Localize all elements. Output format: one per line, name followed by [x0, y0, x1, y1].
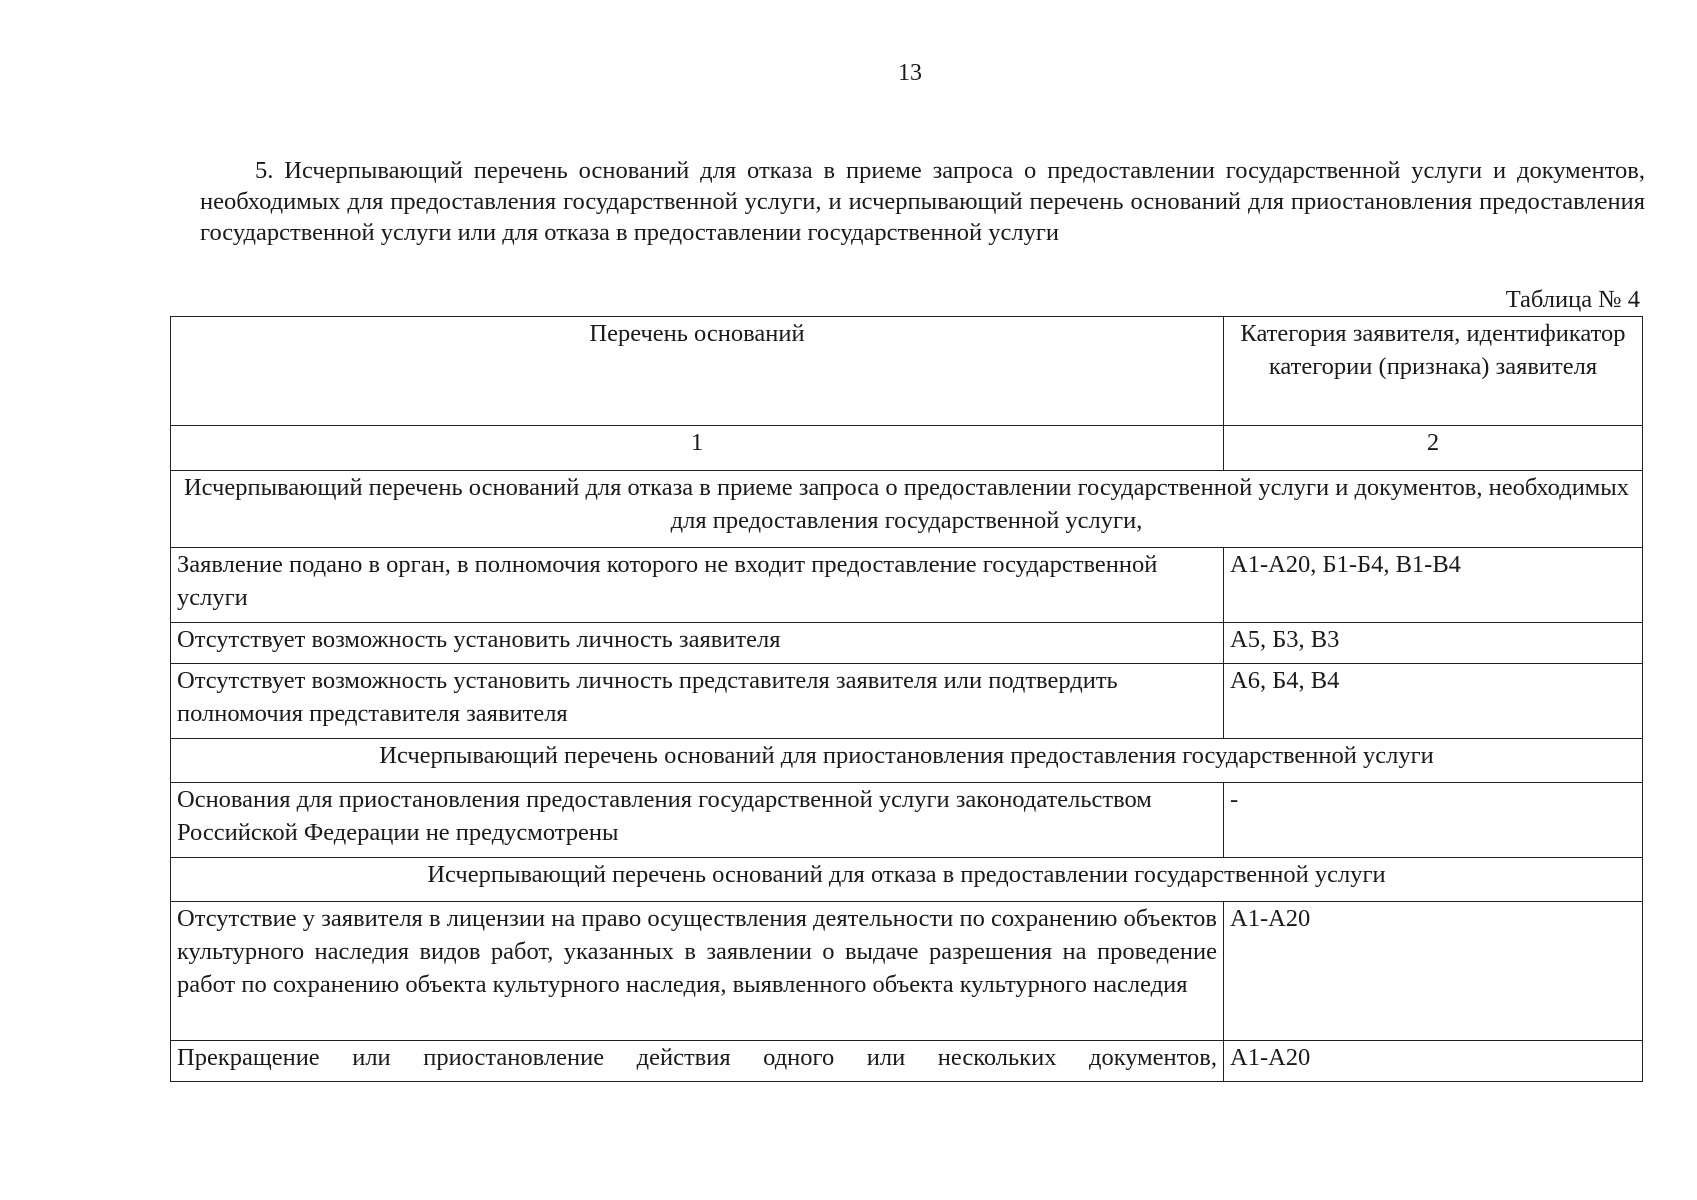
section-title: Исчерпывающий перечень оснований для приостановления предоставления государственной услуги	[171, 739, 1643, 783]
reason-cell: Заявление подано в орган, в полномочия которого не входит предоставление государственной услуги	[171, 548, 1224, 623]
header-cell-reasons: Перечень оснований	[171, 317, 1224, 426]
column-number-row	[171, 426, 1643, 471]
table-row	[171, 623, 1643, 664]
section-title: Исчерпывающий перечень оснований для отказа в приеме запроса о предоставлении государственной услуги и документов, необходимых для предоставления государственной услуги,	[171, 471, 1643, 548]
reason-cell: Отсутствие у заявителя в лицензии на право осуществления деятельности по сохранению объектов культурного наследия видов работ, указанных в заявлении о выдаче разрешения на проведение работ по сохранению объекта культурного наследия, выявленного объекта культурного наследия	[171, 902, 1224, 1041]
section-row-refusal-of-acceptance	[171, 471, 1643, 548]
table-row	[171, 1041, 1643, 1082]
category-cell: А1-А20	[1224, 902, 1643, 1041]
table-caption: Таблица № 4	[1505, 286, 1640, 313]
category-cell: А1-А20, Б1-Б4, В1-В4	[1224, 548, 1643, 623]
table-row	[171, 664, 1643, 739]
reason-cell: Основания для приостановления предоставления государственной услуги законодательством Российской Федерации не предусмотрены	[171, 783, 1224, 858]
section-title: Исчерпывающий перечень оснований для отказа в предоставлении государственной услуги	[171, 858, 1643, 902]
column-number-1: 1	[171, 426, 1224, 471]
section-row-suspension	[171, 739, 1643, 783]
column-number-2: 2	[1224, 426, 1643, 471]
section-row-refusal-of-service	[171, 858, 1643, 902]
category-cell: А6, Б4, В4	[1224, 664, 1643, 739]
reason-cell: Отсутствует возможность установить личность заявителя	[171, 623, 1224, 664]
table-row	[171, 548, 1643, 623]
grounds-table	[170, 316, 1643, 1082]
section-heading: 5. Исчерпывающий перечень оснований для отказа в приеме запроса о предоставлении государственной услуги и документов, необходимых для предоставления государственной услуги, и исчерпывающий перечень оснований для приостановления предоставления государственной услуги или для отказа в предоставлении государственной услуги	[200, 157, 1645, 246]
page-number: 13	[898, 60, 922, 86]
header-cell-category: Категория заявителя, идентификатор категории (признака) заявителя	[1224, 317, 1643, 426]
table-row	[171, 902, 1643, 1041]
table-row	[171, 783, 1643, 858]
category-cell: А5, Б3, В3	[1224, 623, 1643, 664]
category-cell: А1-А20	[1224, 1041, 1643, 1082]
table-header-row	[171, 317, 1643, 426]
category-cell: -	[1224, 783, 1643, 858]
reason-cell: Прекращение или приостановление действия одного или нескольких документов,	[171, 1041, 1224, 1082]
reason-cell: Отсутствует возможность установить личность представителя заявителя или подтвердить полномочия представителя заявителя	[171, 664, 1224, 739]
